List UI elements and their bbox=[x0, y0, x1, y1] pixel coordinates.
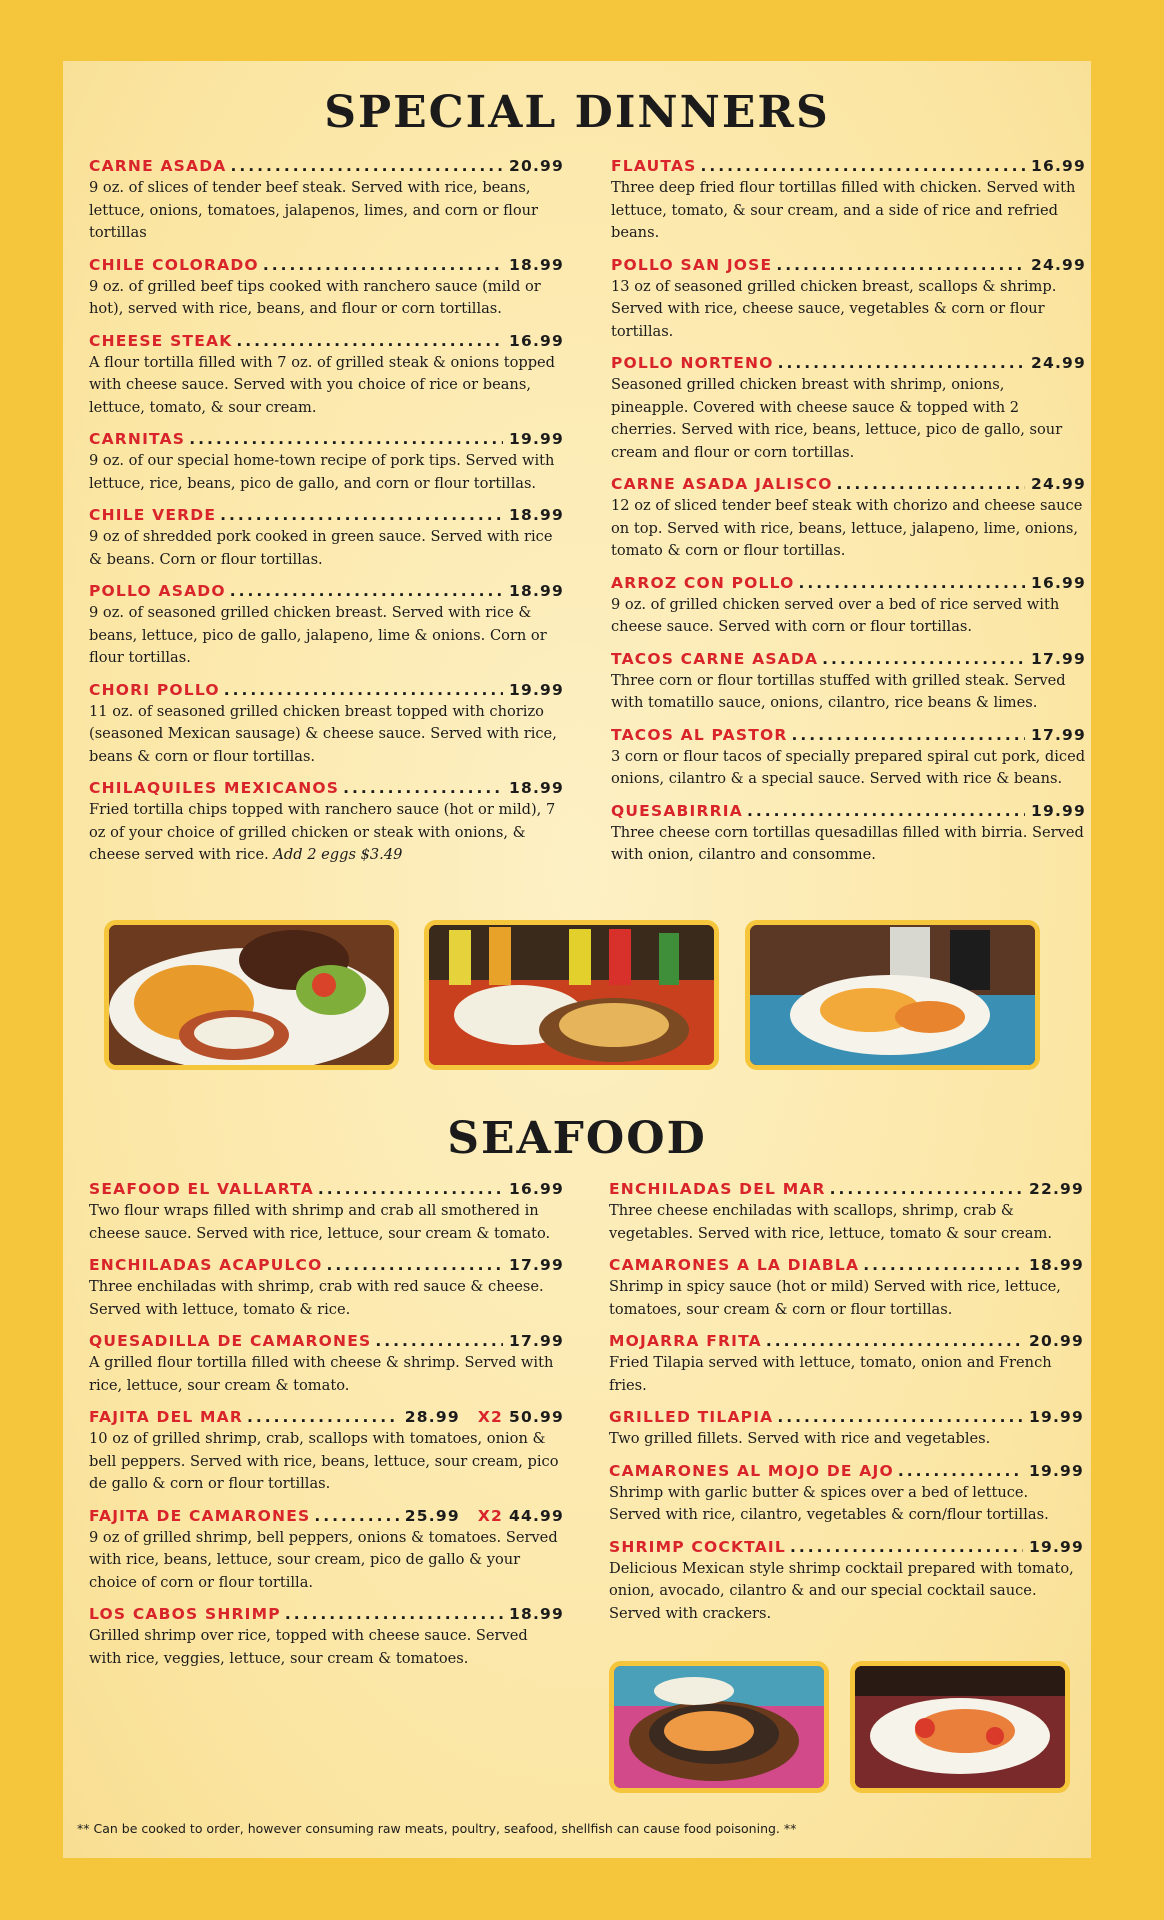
menu-item bbox=[609, 1254, 1084, 1321]
menu-item-description bbox=[611, 495, 1086, 563]
menu-item bbox=[89, 504, 564, 571]
menu-item-header bbox=[89, 254, 564, 276]
special-dinners-right-column bbox=[611, 155, 1086, 876]
dot-leader bbox=[189, 428, 503, 450]
menu-item-name: POLLO ASADO bbox=[89, 582, 226, 600]
menu-item-price: 17.99 bbox=[1030, 725, 1086, 744]
menu-item bbox=[609, 1460, 1084, 1527]
menu-item-description bbox=[89, 1428, 564, 1496]
menu-item-description bbox=[89, 352, 564, 420]
menu-item-price: 28.99 bbox=[404, 1408, 460, 1426]
menu-item bbox=[89, 580, 564, 670]
menu-item-price: 19.99 bbox=[1028, 1461, 1084, 1480]
menu-item-description bbox=[609, 1428, 1084, 1451]
menu-item-description-text: Delicious Mexican style shrimp cocktail prepared with tomato, onion, avocado, cilantro & and our special cocktail sauce. Served with crackers. bbox=[609, 1559, 1074, 1622]
menu-item-description-text: Fried tortilla chips topped with ranchero sauce (hot or mild), 7 oz of your choice of grilled chicken or steak with onions, & cheese served with rice. bbox=[89, 801, 556, 863]
menu-item-header bbox=[89, 1406, 564, 1428]
menu-item-header bbox=[89, 1330, 564, 1352]
menu-item-name: MOJARRA FRITA bbox=[609, 1332, 762, 1350]
menu-item bbox=[89, 155, 564, 245]
menu-item-price: 18.99 bbox=[508, 1605, 564, 1623]
menu-item-description-text: 9 oz. of slices of tender beef steak. Served with rice, beans, lettuce, onions, tomatoes, jalapenos, limes, and corn or flour tortillas bbox=[89, 179, 539, 241]
menu-item-description-text: Three cheese enchiladas with scallops, shrimp, crab & vegetables. Served with rice, lettuce, tomato & sour cream. bbox=[609, 1202, 1052, 1242]
dot-leader bbox=[224, 679, 503, 701]
menu-item-description-text: Two grilled fillets. Served with rice and vegetables. bbox=[609, 1430, 991, 1447]
menu-item-x2-label: X2 bbox=[477, 1408, 503, 1426]
menu-item-description-text: 9 oz. of grilled chicken served over a bed of rice served with cheese sauce. Served with corn or flour tortillas. bbox=[611, 595, 1060, 635]
menu-item-description bbox=[89, 1200, 564, 1245]
menu-item-header bbox=[609, 1178, 1084, 1200]
menu-item-description-text: 9 oz of grilled shrimp, bell peppers, onions & tomatoes. Served with rice, beans, lettuce, sour cream, pico de gallo & your choice of corn or flour tortilla. bbox=[89, 1528, 558, 1591]
dot-leader bbox=[777, 1406, 1023, 1428]
menu-item-name: ENCHILADAS DEL MAR bbox=[609, 1180, 826, 1198]
seafood-photo-fajita-skillet bbox=[609, 1661, 829, 1793]
menu-item-description-text: 9 oz of shredded pork cooked in green sauce. Served with rice & beans. Corn or flour tortillas. bbox=[89, 528, 553, 568]
menu-item-name: FLAUTAS bbox=[611, 157, 697, 175]
dot-leader bbox=[314, 1505, 398, 1527]
menu-item-description-text: Three cheese corn tortillas quesadillas filled with birria. Served with onion, cilantro and consomme. bbox=[611, 823, 1084, 863]
menu-page bbox=[63, 61, 1091, 1858]
dot-leader bbox=[830, 1178, 1023, 1200]
menu-item-description bbox=[89, 526, 564, 571]
menu-item-header bbox=[609, 1406, 1084, 1428]
menu-item-header bbox=[609, 1254, 1084, 1276]
dot-leader bbox=[822, 648, 1025, 670]
menu-item-header bbox=[89, 1254, 564, 1276]
menu-item-header bbox=[89, 777, 564, 799]
menu-item-description-text: 11 oz. of seasoned grilled chicken breast topped with chorizo (seasoned Mexican sausage) & cheese sauce. Served with rice, beans & corn or flour tortillas. bbox=[89, 702, 557, 765]
menu-item-price: 16.99 bbox=[1030, 157, 1086, 175]
menu-item-price: 16.99 bbox=[508, 1180, 564, 1198]
menu-item-header bbox=[89, 580, 564, 602]
menu-item-name: CARNITAS bbox=[89, 430, 186, 448]
dot-leader bbox=[837, 473, 1025, 495]
menu-item bbox=[89, 1254, 564, 1321]
menu-item bbox=[611, 800, 1086, 867]
menu-item-name: POLLO SAN JOSE bbox=[611, 255, 773, 274]
dinner-photo-drinks-and-plates bbox=[424, 920, 719, 1070]
menu-item-name: CAMARONES A LA DIABLA bbox=[609, 1256, 860, 1274]
menu-item-price: 19.99 bbox=[1030, 801, 1086, 820]
menu-item-x2-label: X2 bbox=[477, 1506, 503, 1525]
menu-item-name: CHILE VERDE bbox=[89, 506, 217, 524]
menu-item-name: ENCHILADAS ACAPULCO bbox=[89, 1256, 323, 1274]
menu-item bbox=[89, 777, 564, 867]
dot-leader bbox=[327, 1254, 503, 1276]
menu-item-header bbox=[611, 572, 1086, 594]
menu-item-description bbox=[89, 799, 564, 867]
menu-item-description-text: Three enchiladas with shrimp, crab with red sauce & cheese. Served with lettuce, tomato & rice. bbox=[89, 1278, 544, 1318]
menu-item-header bbox=[89, 1178, 564, 1200]
menu-item bbox=[89, 330, 564, 420]
menu-item-description-text: 9 oz. of our special home-town recipe of pork tips. Served with lettuce, rice, beans, pico de gallo, and corn or flour tortillas. bbox=[89, 452, 555, 492]
menu-item-description-text: Fried Tilapia served with lettuce, tomato, onion and French fries. bbox=[609, 1354, 1052, 1394]
menu-item-name: QUESABIRRIA bbox=[611, 801, 743, 820]
menu-item-description-text: Two flour wraps filled with shrimp and crab all smothered in cheese sauce. Served with rice, lettuce, sour cream & tomato. bbox=[89, 1202, 551, 1242]
menu-item-price: 16.99 bbox=[508, 331, 564, 350]
menu-item-name: CHILAQUILES MEXICANOS bbox=[89, 779, 340, 797]
menu-item-description bbox=[89, 276, 564, 321]
menu-item-description-text: 9 oz. of seasoned grilled chicken breast. Served with rice & beans, lettuce, pico de gallo, jalapeno, lime & onions. Corn or flour tortillas. bbox=[89, 604, 547, 666]
menu-item-price: 19.99 bbox=[508, 430, 564, 448]
menu-item bbox=[611, 155, 1086, 245]
dot-leader bbox=[263, 254, 503, 276]
menu-item-header bbox=[611, 724, 1086, 746]
menu-item bbox=[609, 1406, 1084, 1451]
menu-item-name: CHEESE STEAK bbox=[89, 331, 233, 350]
menu-item-header bbox=[89, 679, 564, 701]
dot-leader bbox=[230, 580, 503, 602]
menu-item-addon: Add 2 eggs $3.49 bbox=[273, 846, 403, 863]
dot-leader bbox=[343, 777, 503, 799]
menu-item-description-text: 3 corn or flour tacos of specially prepared spiral cut pork, diced onions, cilantro & a special sauce. Served with rice & beans. bbox=[611, 747, 1086, 787]
menu-item-price: 17.99 bbox=[1030, 649, 1086, 668]
menu-item-description-text: Seasoned grilled chicken breast with shrimp, onions, pineapple. Covered with cheese sauce & topped with 2 cherries. Served with rice, beans, lettuce, pico de gallo, sour cream and flour or corn tortillas. bbox=[611, 376, 1063, 461]
dot-leader bbox=[792, 724, 1025, 746]
menu-item-price: 18.99 bbox=[1028, 1256, 1084, 1274]
menu-item-description-text: Shrimp in spicy sauce (hot or mild) Served with rice, lettuce, tomatoes, sour cream & corn or flour tortillas. bbox=[609, 1278, 1061, 1318]
seafood-title: SEAFOOD bbox=[447, 1113, 707, 1164]
menu-item-header bbox=[611, 352, 1086, 374]
menu-item-price: 24.99 bbox=[1030, 475, 1086, 493]
menu-item-description-text: 13 oz of seasoned grilled chicken breast, scallops & shrimp. Served with rice, cheese sauce, vegetables & corn or flour tortillas. bbox=[611, 277, 1057, 340]
menu-item-description bbox=[611, 594, 1086, 639]
dinner-photo-shrimp-plate bbox=[745, 920, 1040, 1070]
menu-item-name: SHRIMP COCKTAIL bbox=[609, 1537, 786, 1556]
dot-leader bbox=[863, 1254, 1023, 1276]
menu-item-header bbox=[611, 254, 1086, 276]
menu-item bbox=[89, 428, 564, 495]
menu-item-header bbox=[609, 1536, 1084, 1558]
dot-leader bbox=[285, 1603, 503, 1625]
menu-item-description bbox=[89, 177, 564, 245]
menu-item-name: CARNE ASADA JALISCO bbox=[611, 475, 833, 493]
menu-item-price: 20.99 bbox=[508, 157, 564, 175]
menu-item-description-text: 10 oz of grilled shrimp, crab, scallops with tomatoes, onion & bell peppers. Served with rice, beans, lettuce, sour cream, pico de gallo & corn or flour tortillas. bbox=[89, 1430, 559, 1492]
menu-item-name: CAMARONES AL MOJO DE AJO bbox=[609, 1461, 894, 1480]
menu-item-name: ARROZ CON POLLO bbox=[611, 573, 795, 592]
food-safety-note: ** Can be cooked to order, however consuming raw meats, poultry, seafood, shellfish can cause food poisoning. ** bbox=[77, 1821, 797, 1836]
dot-leader bbox=[236, 330, 503, 352]
menu-item-name: POLLO NORTENO bbox=[611, 354, 774, 372]
menu-item bbox=[89, 254, 564, 321]
menu-item bbox=[89, 1330, 564, 1397]
menu-item-name: GRILLED TILAPIA bbox=[609, 1408, 774, 1426]
menu-item bbox=[89, 1505, 564, 1595]
dot-leader bbox=[776, 254, 1025, 276]
menu-item bbox=[89, 1406, 564, 1496]
special-dinners-left-column bbox=[89, 155, 564, 876]
special-dinners-title: SPECIAL DINNERS bbox=[324, 87, 830, 138]
menu-item bbox=[611, 473, 1086, 563]
menu-item-description bbox=[611, 822, 1086, 867]
menu-item bbox=[609, 1178, 1084, 1245]
menu-item-description-text: A flour tortilla filled with 7 oz. of grilled steak & onions topped with cheese sauce. Served with you choice of rice or beans, lettuce, tomato, & sour cream. bbox=[89, 353, 556, 416]
menu-item-price: 19.99 bbox=[1028, 1408, 1084, 1426]
menu-item-header bbox=[89, 1603, 564, 1625]
menu-item-x2-price: 50.99 bbox=[508, 1408, 564, 1426]
menu-item-description-text: Three corn or flour tortillas stuffed with grilled steak. Served with tomatillo sauce, onions, cilantro, rice beans & limes. bbox=[611, 671, 1066, 711]
menu-item-description bbox=[611, 670, 1086, 715]
menu-item bbox=[89, 679, 564, 769]
menu-item-name: FAJITA DEL MAR bbox=[89, 1408, 243, 1426]
menu-item-price: 16.99 bbox=[1030, 573, 1086, 592]
menu-item-name: SEAFOOD EL VALLARTA bbox=[89, 1180, 314, 1198]
menu-item bbox=[609, 1536, 1084, 1626]
seafood-left-column bbox=[89, 1178, 564, 1679]
menu-item-price: 18.99 bbox=[508, 779, 564, 797]
menu-item bbox=[611, 352, 1086, 464]
menu-item-name: TACOS AL PASTOR bbox=[611, 725, 788, 744]
dot-leader bbox=[898, 1460, 1023, 1482]
menu-item-description-text: Grilled shrimp over rice, topped with cheese sauce. Served with rice, veggies, lettuce, sour cream & tomatoes. bbox=[89, 1627, 528, 1667]
menu-item-price: 18.99 bbox=[508, 582, 564, 600]
menu-item-price: 18.99 bbox=[508, 506, 564, 524]
menu-item-description bbox=[89, 1625, 564, 1670]
menu-item-description bbox=[89, 701, 564, 769]
dot-leader bbox=[778, 352, 1025, 374]
menu-item-description-text: 9 oz. of grilled beef tips cooked with ranchero sauce (mild or hot), served with rice, beans, and flour or corn tortillas. bbox=[89, 277, 541, 317]
menu-item bbox=[89, 1178, 564, 1245]
menu-item-description bbox=[611, 276, 1086, 344]
dinner-photo-carne-asada-plate bbox=[104, 920, 399, 1070]
menu-item-description bbox=[611, 374, 1086, 464]
dot-leader bbox=[701, 155, 1025, 177]
menu-item-price: 20.99 bbox=[1028, 1332, 1084, 1350]
menu-item-description bbox=[89, 1352, 564, 1397]
menu-item-name: LOS CABOS SHRIMP bbox=[89, 1605, 281, 1623]
menu-item-header bbox=[89, 155, 564, 177]
menu-item-description-text: Shrimp with garlic butter & spices over a bed of lettuce. Served with rice, cilantro, vegetables & corn/flour tortillas. bbox=[609, 1483, 1049, 1523]
menu-item-description bbox=[609, 1352, 1084, 1397]
menu-item-description bbox=[89, 602, 564, 670]
menu-item-description bbox=[89, 450, 564, 495]
menu-item-header bbox=[611, 473, 1086, 495]
menu-item bbox=[609, 1330, 1084, 1397]
dot-leader bbox=[790, 1536, 1023, 1558]
dot-leader bbox=[747, 800, 1025, 822]
menu-item-header bbox=[89, 504, 564, 526]
menu-item-price: 22.99 bbox=[1028, 1180, 1084, 1198]
menu-item-price: 19.99 bbox=[1028, 1537, 1084, 1556]
menu-item-price: 19.99 bbox=[508, 680, 564, 699]
menu-item bbox=[611, 254, 1086, 344]
menu-item-header bbox=[609, 1330, 1084, 1352]
menu-item-name: CHILE COLORADO bbox=[89, 255, 259, 274]
menu-item-header bbox=[89, 330, 564, 352]
menu-item bbox=[611, 724, 1086, 791]
menu-item-description bbox=[609, 1558, 1084, 1626]
menu-item-description bbox=[611, 177, 1086, 245]
menu-item-description bbox=[89, 1527, 564, 1595]
seafood-photo-shrimp-plate bbox=[850, 1661, 1070, 1793]
menu-item-description-text: Three deep fried flour tortillas filled with chicken. Served with lettuce, tomato, & sour cream, and a side of rice and refried beans. bbox=[611, 179, 1076, 241]
dot-leader bbox=[230, 155, 502, 177]
menu-item-header bbox=[611, 155, 1086, 177]
menu-item-description-text: A grilled flour tortilla filled with cheese & shrimp. Served with rice, lettuce, sour cream & tomato. bbox=[89, 1354, 554, 1394]
menu-item-price: 25.99 bbox=[404, 1506, 460, 1525]
menu-item-header bbox=[611, 800, 1086, 822]
menu-item-price: 18.99 bbox=[508, 255, 564, 274]
menu-item-price: 24.99 bbox=[1030, 354, 1086, 372]
menu-item-description bbox=[611, 746, 1086, 791]
seafood-right-column bbox=[609, 1178, 1084, 1634]
menu-item-x2-price: 44.99 bbox=[508, 1506, 564, 1525]
dot-leader bbox=[220, 504, 503, 526]
menu-item-description bbox=[609, 1200, 1084, 1245]
menu-item-price: 17.99 bbox=[508, 1256, 564, 1274]
menu-item bbox=[89, 1603, 564, 1670]
menu-item-name: CHORI POLLO bbox=[89, 680, 220, 699]
menu-item-name: TACOS CARNE ASADA bbox=[611, 649, 819, 668]
menu-item bbox=[611, 572, 1086, 639]
menu-item-header bbox=[89, 428, 564, 450]
dot-leader bbox=[318, 1178, 503, 1200]
menu-item-name: CARNE ASADA bbox=[89, 157, 227, 175]
dot-leader bbox=[799, 572, 1025, 594]
menu-item-header bbox=[89, 1505, 564, 1527]
menu-item-price: 24.99 bbox=[1030, 255, 1086, 274]
menu-item-name: QUESADILLA DE CAMARONES bbox=[89, 1332, 372, 1350]
menu-item-description bbox=[609, 1482, 1084, 1527]
menu-item-description bbox=[89, 1276, 564, 1321]
menu-item-header bbox=[609, 1460, 1084, 1482]
menu-item-description-text: 12 oz of sliced tender beef steak with chorizo and cheese sauce on top. Served with rice, beans, lettuce, jalapeno, lime, onions, tomato & corn or flour tortillas. bbox=[611, 497, 1083, 559]
menu-item-header bbox=[611, 648, 1086, 670]
dot-leader bbox=[766, 1330, 1023, 1352]
menu-item bbox=[611, 648, 1086, 715]
dot-leader bbox=[247, 1406, 399, 1428]
menu-item-price: 17.99 bbox=[508, 1332, 564, 1350]
dot-leader bbox=[375, 1330, 503, 1352]
menu-item-description bbox=[609, 1276, 1084, 1321]
menu-item-name: FAJITA DE CAMARONES bbox=[89, 1506, 311, 1525]
